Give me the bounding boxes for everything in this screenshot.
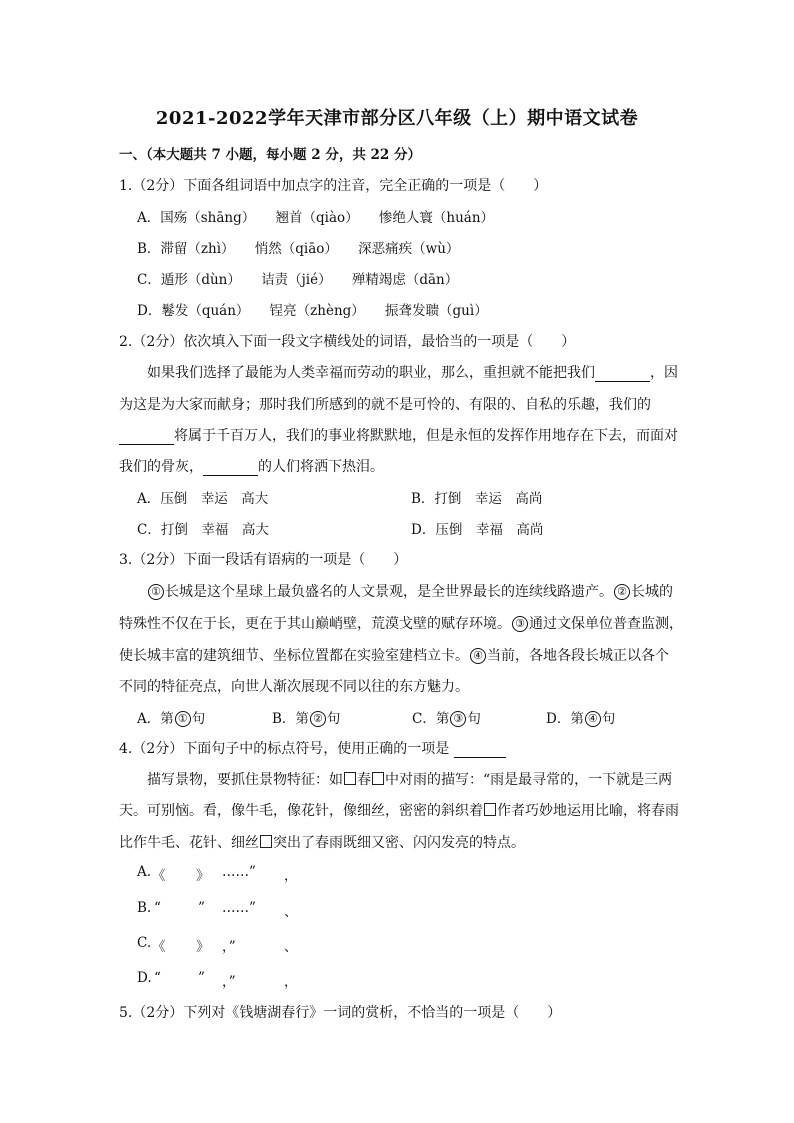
passage-text: 特殊性不仅在于长，更在于其山巅峭壁，荒漠戈壁的赋存环境。 xyxy=(119,616,511,632)
passage-text: 的人们将洒下热泪。 xyxy=(258,459,384,475)
blank-2 xyxy=(119,428,174,445)
passage-text: 当前，各地各段长城正以各个 xyxy=(487,648,669,664)
passage-text: 长城的 xyxy=(631,584,673,600)
question-2-option-b[interactable]: B．打倒 幸运 高尚 xyxy=(411,491,543,507)
option-label: C. xyxy=(137,935,152,951)
question-2-passage-line xyxy=(147,362,707,382)
passage-text: 春 xyxy=(357,772,371,788)
option-punct: ， xyxy=(284,974,298,990)
sentence-number: ① xyxy=(175,711,191,727)
section-header: 一、（本大题共 7 小题，每小题 2 分，共 22 分） xyxy=(119,147,422,163)
option-punct: 《 xyxy=(152,939,166,955)
option-text: 句 xyxy=(467,711,481,727)
option-text: 句 xyxy=(601,711,616,727)
blank-3 xyxy=(203,459,258,476)
option-punct: 《 xyxy=(152,868,166,884)
blank-1 xyxy=(595,365,650,382)
passage-text: 我们的骨灰， xyxy=(119,459,203,475)
option-punct: ……” xyxy=(222,900,256,916)
question-3-option-d[interactable] xyxy=(546,707,615,727)
passage-text: 使长城丰富的建筑细节、坐标位置都在实验室建档立卡。 xyxy=(119,648,469,664)
answer-blank xyxy=(454,741,506,758)
question-1-option-b[interactable]: B．滞留（zhì） 悄然（qiāo） 深恶痛疾（wù） xyxy=(137,241,460,257)
option-punct: ” xyxy=(198,900,205,916)
option-text: B．第 xyxy=(272,711,309,727)
question-3-passage-line xyxy=(119,613,683,633)
sentence-number: ② xyxy=(614,584,630,600)
question-4-passage-line xyxy=(147,769,707,789)
passage-text: 长城是这个星球上最负盛名的人文景观，是全世界最长的连续线路遗产。 xyxy=(165,584,613,600)
question-2-passage-line: 为这是为大家而献身；那时我们所感到的就不是可怜的、有限的、自私的乐趣，我们的 xyxy=(119,397,651,413)
question-1-option-a[interactable]: A．国殇（shāng） 翘首（qiào） 惨绝人寰（huán） xyxy=(137,210,495,226)
question-3-passage-line xyxy=(147,581,707,601)
passage-text: 作者巧妙地运用比喻，将春雨 xyxy=(497,803,679,819)
question-2-option-d[interactable]: D．压倒 幸福 高尚 xyxy=(411,522,544,538)
question-2-passage-line xyxy=(119,425,679,445)
option-punct: “ xyxy=(154,970,161,986)
option-punct: ，” xyxy=(222,939,236,955)
question-3-stem: 3.（2分）下面一段话有语病的一项是（ ） xyxy=(119,552,408,568)
option-label: B. xyxy=(137,900,152,916)
option-text: C．第 xyxy=(412,711,450,727)
option-punct: 》 xyxy=(196,868,210,884)
blank-box xyxy=(344,772,356,785)
blank-box xyxy=(260,835,272,848)
option-punct: 、 xyxy=(284,939,298,955)
sentence-number: ② xyxy=(310,711,326,727)
passage-text: ，因 xyxy=(650,365,678,381)
option-text: 句 xyxy=(326,711,341,727)
sentence-number: ③ xyxy=(512,616,528,632)
option-label: D. xyxy=(137,970,152,986)
question-2-passage-line xyxy=(119,456,679,476)
option-text: D．第 xyxy=(546,711,584,727)
passage-text: 如果我们选择了最能为人类幸福而劳动的职业，那么，重担就不能把我们 xyxy=(147,365,595,381)
question-2-option-a[interactable]: A．压倒 幸运 高大 xyxy=(137,491,269,507)
passage-text: 描写景物，要抓住景物特征：如 xyxy=(147,772,343,788)
sentence-number: ③ xyxy=(450,711,466,727)
question-4-passage-line xyxy=(119,800,679,820)
option-label: A. xyxy=(137,864,152,880)
question-3-passage-line xyxy=(119,645,679,665)
option-punct: ，” xyxy=(222,974,236,990)
question-4-stem xyxy=(119,738,506,758)
option-punct: ， xyxy=(284,868,298,884)
page-title: 2021-2022学年天津市部分区八年级（上）期中语文试卷 xyxy=(155,108,639,129)
question-1-option-d[interactable]: D．鬈发（quán） 锃亮（zhèng） 振聋发聩（guì） xyxy=(137,303,488,319)
passage-text: 通过文保单位普查监测， xyxy=(529,616,683,632)
passage-text: 将属于千百万人，我们的事业将默默地，但是永恒的发挥作用地存在下去，而面对 xyxy=(174,428,678,444)
option-punct: “ xyxy=(154,900,161,916)
question-3-option-a[interactable] xyxy=(137,707,205,727)
question-2-stem: 2.（2分）依次填入下面一段文字横线处的词语，最恰当的一项是（ ） xyxy=(119,334,576,350)
blank-box xyxy=(484,803,496,816)
option-punct: 》 xyxy=(196,939,210,955)
question-5-stem: 5.（2分）下列对《钱塘湖春行》一词的赏析，不恰当的一项是（ ） xyxy=(119,1005,562,1021)
passage-text: 中对雨的描写：“雨是最寻常的，一下就是三两 xyxy=(385,772,673,788)
question-3-passage-line: 不同的特征亮点，向世人渐次展现不同以往的东方魅力。 xyxy=(119,679,469,695)
stem-text: 4.（2分）下面句子中的标点符号，使用正确的一项是 xyxy=(119,741,450,757)
passage-text: 天。可别恼。看，像牛毛，像花针，像细丝，密密的斜织着 xyxy=(119,803,483,819)
sentence-number: ④ xyxy=(585,711,601,727)
passage-text: 突出了春雨既细又密、闪闪发亮的特点。 xyxy=(273,835,525,851)
passage-text: 比作牛毛、花针、细丝 xyxy=(119,835,259,851)
option-punct: ……” xyxy=(222,864,256,880)
sentence-number: ① xyxy=(148,584,164,600)
option-text: A．第 xyxy=(137,711,174,727)
question-1-stem: 1.（2分）下面各组词语中加点字的注音，完全正确的一项是（ ） xyxy=(119,178,548,194)
question-1-option-c[interactable]: C．遁形（dùn） 诘责（jié） 殚精竭虑（dān） xyxy=(137,272,459,288)
question-3-option-c[interactable] xyxy=(412,707,481,727)
question-4-passage-line xyxy=(119,832,679,852)
option-punct: ” xyxy=(198,970,205,986)
option-punct: 、 xyxy=(284,904,298,920)
sentence-number: ④ xyxy=(470,648,486,664)
option-text: 句 xyxy=(191,711,206,727)
question-3-option-b[interactable] xyxy=(272,707,340,727)
blank-box xyxy=(372,772,384,785)
question-2-option-c[interactable]: C．打倒 幸福 高大 xyxy=(137,522,269,538)
